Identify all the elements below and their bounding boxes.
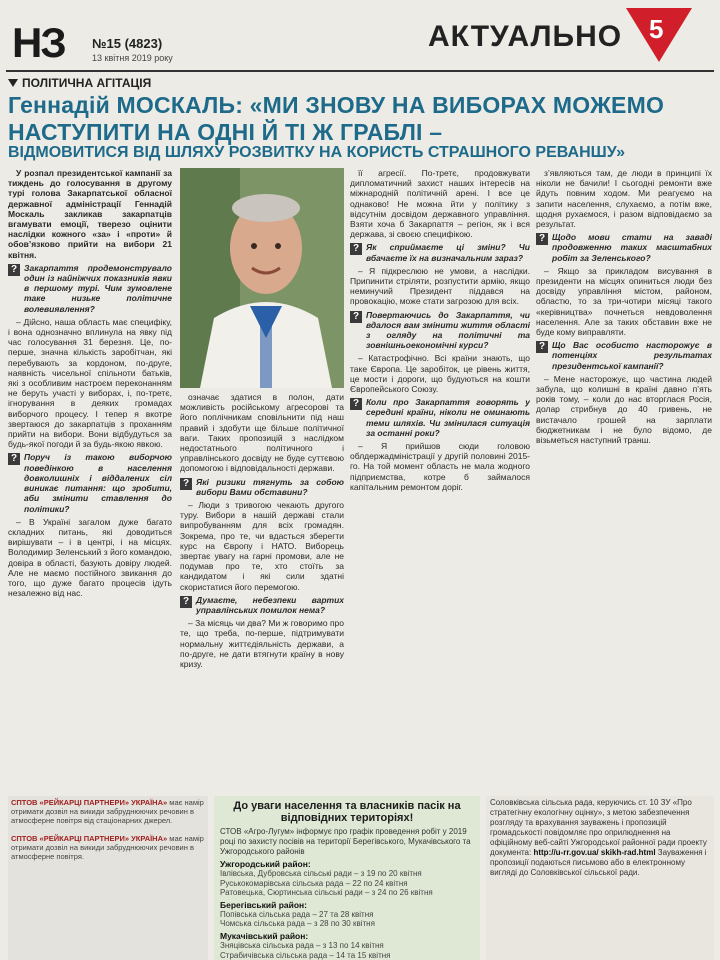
list-item: Івлівська, Дубровська сільські ради – з 19 по 20 квітня	[220, 869, 422, 878]
ad-center-body: СТОВ «Агро-Лугум» інформує про графік проведення робіт у 2019 році по захисту посівів на території Берегівського, Мукачівського та Ужгородського районів	[220, 827, 471, 856]
list-item: Ратовецька, Сюртинська сільські ради – з 24 по 26 квітня	[220, 888, 433, 898]
district-list	[220, 910, 474, 929]
district-title: Берегівський район:	[220, 899, 307, 910]
issue-number: №15 (4823)	[92, 36, 163, 51]
interview-question: ? Як сприймаєте ці зміни? Чи вбачаєте їх на визначальним зараз?	[350, 242, 530, 262]
ads-section	[0, 792, 720, 960]
ad-notice-left	[8, 796, 208, 960]
issue-date: 13 квітня 2019 року	[92, 53, 173, 63]
portrait-photo	[180, 168, 344, 388]
interview-answer: – Люди з тривогою чекають другого туру. Вибори в нашій державі стали випробуванням для всіх громадян. Зокрема, про те, чи вдасться зберегти курс на Європу і НАТО. Виборець звертає увагу на гарні промови, але не подумав про те, хто стоїть за кандидатом і які сили здатні скористатися його перемогою.	[180, 500, 344, 592]
ad-center-heading: До уваги населення та власників пасік на відповідних територіях!	[233, 800, 461, 824]
article-text: її агресії. По-третє, продовжувати дипломатичний захист наших інтересів на міжнародній політичній арені. І все це однаково! Не можна йти у політику з відсутнім досвідом державного управління. Взяти хоча б Закарпаття – регіон, як і вся держава, зі своєю специфікою.	[350, 168, 530, 240]
subheadline: ВІДМОВИТИСЯ ВІД ШЛЯХУ РОЗВИТКУ НА КОРИСТЬ СТРАШНОГО РЕВАНШУ»	[8, 144, 625, 161]
article-column-2	[180, 392, 344, 788]
district-list	[220, 941, 474, 960]
interview-answer: – За місяць чи два? Ми ж говоримо про те, що треба, по-перше, підтримувати нормальну життєдіяльність держави, а по-друге, не дати втягнути країну в нову кризу.	[180, 618, 344, 670]
interview-question: ? Поруч із такою виборчою поведінкою в населення довколишніх і віддалених сіл виникає питання: що зробити, аби змінити ставлення до політики?	[8, 452, 172, 513]
interview-question: ? Думаєте, небезпеки вартих управлінських помилок нема?	[180, 595, 344, 615]
ad-left-text: має намір отримати дозвіл на викиди забруднюючих речовин в атмосферне повітря від стаціонарних джерел.	[11, 798, 204, 825]
list-item: Зняцівська сільська рада – з 13 по 14 квітня	[220, 940, 384, 950]
newspaper-logo: НЗ	[12, 19, 65, 66]
interview-answer: – Якщо за прикладом висування в президенти на місцях опиниться люди без досвіду управління містом, районом, областю, то за три-чотири місяці такого «керівництва» почнеться невдоволення населення. Але за таких обставин вже не буде кому виправляти.	[536, 265, 712, 338]
ad-right-link[interactable]: http://u-rr.gov.ua/ skikh-rad.html	[533, 848, 656, 857]
section-label-text: ПОЛІТИЧНА АГІТАЦІЯ	[22, 76, 152, 90]
ad-left-title: СПТОВ «РЕЙКАРЦІ ПАРТНЕРИ» УКРАЇНА»	[11, 798, 168, 807]
ad-right-text-2: Зауваження і пропозиції подаються письмово або в електронному вигляді до Соловківської сільської ради.	[490, 848, 707, 877]
triangle-icon	[8, 79, 18, 87]
ad-left-title-2: СПТОВ «РЕЙКАРЦІ ПАРТНЕРИ» УКРАЇНА»	[11, 834, 168, 843]
interview-answer: – В Україні загалом дуже багато складних питань, які доводиться вирішувати – і в центрі, і на місцях. Володимир Зеленський з його командою, довіра в області, базують довіру людей. Але не маємо постійного звикання до того, що дуже багато процесів ідуть незалежно від нас.	[8, 516, 172, 599]
interview-question: ? Які ризики тягнуть за собою вибори Вами обставини?	[180, 477, 344, 497]
headline	[8, 92, 714, 146]
section-label	[8, 76, 151, 90]
list-item: Руськокомарівська сільська рада – 22 по 24 квітня	[220, 878, 408, 888]
headline-quote: «МИ ЗНОВУ НА ВИБОРАХ МОЖЕМО НАСТУПИТИ НА ОДНІ Й ТІ Ж ГРАБЛІ –	[8, 92, 665, 145]
interview-question: ? Що Вас особисто насторожує в потенціях результатах президентської кампанії?	[536, 340, 712, 371]
portrait-illustration	[180, 168, 344, 388]
article-lead: У розпал президентської кампанії за тиждень до голосування в другому турі голова Закарпатської обласної державної адміністрації Геннадій Москаль закликав закарпатців вгамувати емоції, тверезо оцінити наслідки кожного «за» і «проти» й обов’язково прийти на вибори 21 квітня.	[8, 168, 172, 260]
masthead-divider	[6, 70, 714, 72]
masthead	[6, 8, 716, 68]
ad-notice-right	[486, 796, 714, 960]
article-text: означає здатися в полон, дати можливість російському агресорові та його поплічникам сповільнити під наш правий і здобути ще більше політичної ваги. Таких пропозицій з наслідком недостатнього політичного і управлінського досвіду не буде суттєвою допомогою і відповідальності держави.	[180, 392, 344, 474]
ad-notice-center	[214, 796, 480, 960]
article-column-4	[536, 168, 712, 788]
ad-right-text: Соловківська сільська рада, керуючись ст. 10 ЗУ «Про стратегічну екологічну оцінку», з метою забезпечення розгляду та врахування зауважень і пропозицій громадськості повідомляє про оприлюднення на офіційному веб-сайті Ужгородської районної ради проекту документа:	[490, 798, 707, 857]
interview-answer: – Я підкреслюю не умови, а наслідки. Припинити стріляти, розпустити армію, якщо неминучий Президент піддався на провокацію, може стати загрозою для всіх.	[350, 265, 530, 307]
interview-answer: – Мене насторожує, що частина людей забула, що колишні в країні давно п’ять років тому, – коли до нас вторглася Росія, долар стрибнув до 40 гривень, не вистачало грошей на зарплати бюджетникам і не було відомо, де візьметься наступний транш.	[536, 373, 712, 446]
interview-question: ? Коли про Закарпаття говорять у середині країни, ніколи не оминають теми шляхів. Чи змінилася ситуація за останні роки?	[350, 397, 530, 438]
article-column-3	[350, 168, 530, 788]
interview-answer: – Я прийшов сюди головою облдержадміністрації у другій половині 2015-го. На той момент область не мала жодного підприємства, котре б займалося капітальним ремонтом доріг.	[350, 441, 530, 492]
list-item: Чомська сільська рада – з 28 по 30 квітня	[220, 919, 375, 929]
article-column-1	[8, 168, 172, 788]
interview-question: ? Щодо мови стати на заваді продовженню таких масштабних робіт за Зеленського?	[536, 232, 712, 263]
district-list	[220, 869, 474, 898]
interview-answer: – Дійсно, наша область має специфіку, і вона однозначно вплинула на явку під час голосування 31 березня. Це, по-перше, значна кількість заробітчан, які перебувають за кордоном, по-друге, наявність чисельної спільноти батьків, які з особливим настроєм переконанням не беруть участі у виборах, і, по-третє, ігнорування в деяких громадах виборчого процесу. І тепер я вкотре звертаюся до закарпатців з проханням прийти на вибори. Вони відбудуться за будь-якої погоди й за будь-якою явкою.	[8, 316, 172, 450]
page-number: 5	[649, 14, 664, 44]
district-title: Ужгородський район:	[220, 859, 311, 869]
district-title: Мукачівський район:	[220, 930, 309, 941]
headline-name: Геннадій МОСКАЛЬ:	[8, 92, 244, 118]
ad-left-text-2: має намір отримати дозвіл на викиди забруднюючих речовин в атмосферне повітря.	[11, 834, 204, 861]
rubric-title: АКТУАЛЬНО	[428, 20, 623, 53]
list-item: Страбичівська сільська рада – 14 та 15 квітня	[220, 950, 391, 960]
interview-question: ? Закарпаття продемонструвало один із найніжчих показників явки в першому турі. Чим зумовлене таке низьке політичне волевиявлення?	[8, 263, 172, 314]
interview-answer: – Катастрофічно. Всі країни знають, що таке Європа. Це заробіток, це рівень життя, це мости і дороги, що будуються на кошти Європейського Союзу.	[350, 353, 530, 395]
interview-question: ? Повертаючись до Закарпаття, чи вдалося вам змінити життя області з огляду на політичні та зовнішньоекономічні курси?	[350, 310, 530, 351]
list-item: Попівська сільська рада – 27 та 28 квітня	[220, 909, 374, 919]
article-text: з’являються там, де люди в принципі їх ніколи не бачили! І сьогодні ремонти вже йдуть повним ходом. Ми реагуємо на запити населення, слухаємо, а потім вже, щодня рухаємося, і разом відповідаємо за результат.	[536, 168, 712, 230]
